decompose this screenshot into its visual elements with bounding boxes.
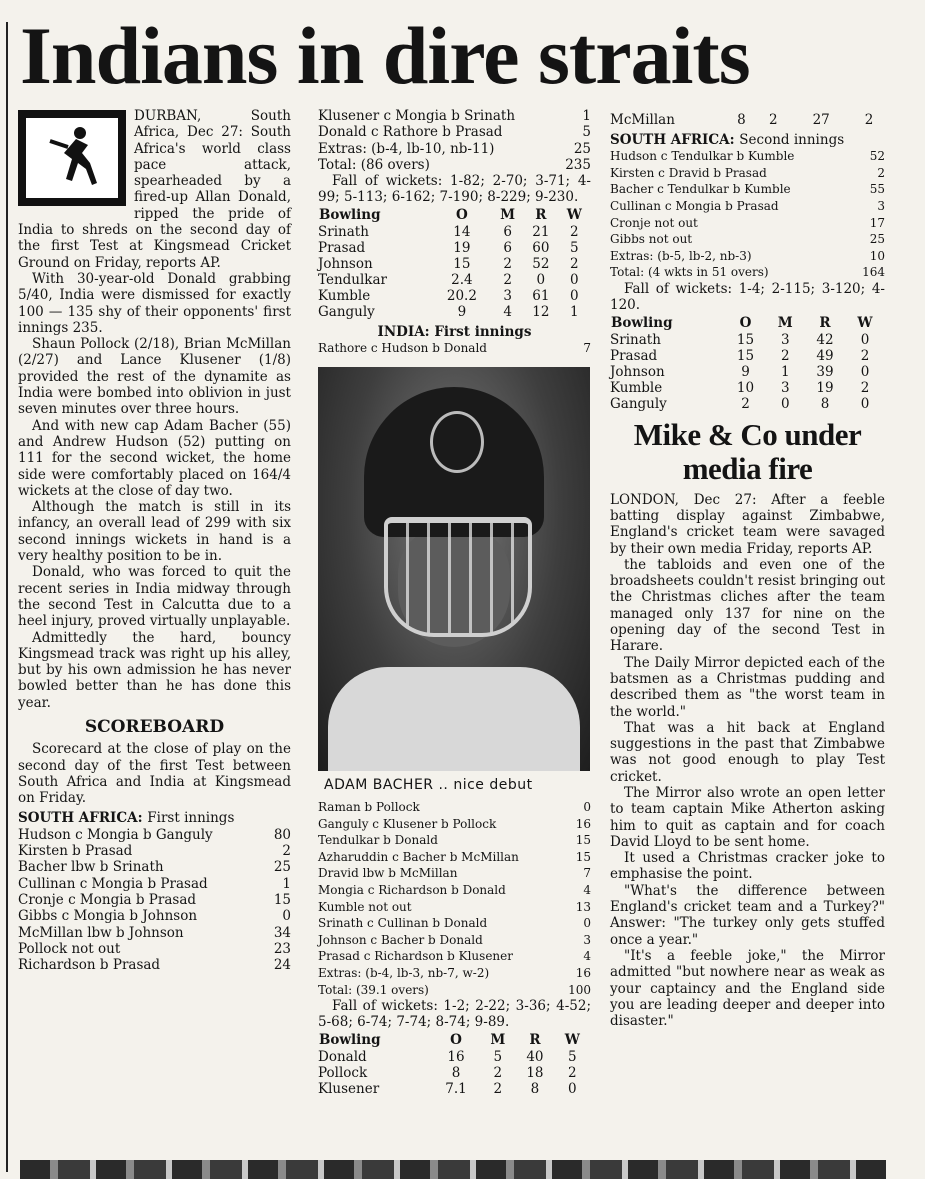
batting-row — [318, 816, 591, 833]
bowling-figure: 5 — [493, 1048, 503, 1065]
bowling-figure: 2 — [780, 347, 790, 364]
runs-value: 235 — [565, 156, 591, 173]
bowling-row — [318, 1049, 591, 1065]
batsman-entry: McMillan lbw b Johnson — [18, 924, 184, 941]
bowling-figure: 0 — [569, 271, 579, 288]
cropped-next-headline — [20, 1160, 886, 1179]
batsman-entry: Kumble not out — [318, 899, 412, 914]
sa-second-bowling-table — [610, 314, 885, 412]
india-first-innings-title: INDIA: First innings — [377, 323, 532, 340]
batting-row — [318, 948, 591, 965]
bowling-figure: 3 — [503, 287, 512, 304]
mike-paragraph: "What's the difference between England's cricket team and a Turkey?" Answer: "The turkey only gets stuffed once a year." — [610, 882, 885, 948]
bowling-row — [318, 240, 591, 256]
batting-row — [318, 108, 591, 124]
mike-paragraph: It used a Christmas cracker joke to emphasise the point. — [610, 850, 885, 883]
bowling-header-cell: O — [456, 206, 468, 223]
bowling-figure: 2 — [741, 395, 750, 412]
batting-row — [318, 124, 591, 140]
batsman-entry: Cronje not out — [610, 215, 698, 230]
bowler-name: Prasad — [318, 239, 366, 256]
batsman-entry: Cullinan c Mongia b Prasad — [610, 199, 779, 214]
bowler-name: Srinath — [610, 331, 661, 348]
mike-paragraph: "It's a feeble joke," the Mirror admitted "but nowhere near as weak as your captaincy and the England side you are leading deeper and deeper into disaster." — [610, 947, 885, 1030]
bowler-name: Ganguly — [318, 303, 375, 320]
bowling-header-cell: W — [857, 314, 873, 331]
runs-value: 3 — [877, 199, 885, 214]
batsman-entry: Gibbs c Mongia b Johnson — [18, 908, 198, 925]
batting-row — [318, 965, 591, 982]
bowling-header-cell: M — [777, 314, 793, 331]
runs-value: 1 — [582, 108, 591, 124]
batsman-entry: Cronje c Mongia b Prasad — [18, 891, 197, 908]
batsman-entry: Gibbs not out — [610, 232, 693, 247]
bowling-figure: 0 — [860, 331, 870, 348]
mike-paragraph: The Mirror also wrote an open letter to team captain Mike Atherton asking him to quit as captain and for coach David Lloyd to be sent home. — [610, 784, 885, 850]
bowling-figure: 6 — [503, 239, 512, 256]
batting-row — [610, 215, 885, 232]
bowling-figure: 21 — [532, 223, 550, 240]
bowling-figure: 20.2 — [446, 287, 477, 304]
batsman-entry: Azharuddin c Bacher b McMillan — [318, 849, 519, 864]
bowling-figure: 2.4 — [451, 271, 473, 288]
mike-paragraph: That was a hit back at England suggestions in the past that Zimbabwe was not good enough to play Test cricket. — [610, 719, 885, 785]
bowling-row — [318, 288, 591, 304]
runs-value: 24 — [273, 957, 291, 974]
batting-row — [18, 892, 291, 908]
runs-value: 7 — [583, 866, 591, 881]
bowling-figure: 2 — [860, 347, 870, 364]
bowling-figure: 0 — [569, 287, 579, 304]
bowling-header-cell: Bowling — [319, 1031, 381, 1048]
runs-value: 0 — [583, 916, 591, 931]
bowler-name: Johnson — [610, 363, 665, 380]
batsman-entry: Srinath c Cullinan b Donald — [318, 916, 488, 931]
batsman-entry: Total: (86 overs) — [318, 156, 430, 173]
photo-caption: ADAM BACHER .. nice debut — [324, 776, 533, 793]
sa-first-bowling-table — [318, 206, 591, 320]
bowling-row — [318, 272, 591, 288]
bowling-figure: 49 — [816, 347, 834, 364]
runs-value: 4 — [583, 882, 591, 897]
bowler-name: Kumble — [318, 287, 371, 304]
batsman-entry: Ganguly c Klusener b Pollock — [318, 816, 497, 831]
bowling-figure: 9 — [741, 363, 750, 380]
bowler-name: Tendulkar — [318, 271, 387, 288]
batsman-entry: Raman b Pollock — [318, 799, 420, 814]
bowling-figure: 2 — [493, 1064, 503, 1081]
batsman-entry: Tendulkar b Donald — [318, 833, 438, 848]
batting-row — [318, 899, 591, 916]
batting-row — [318, 915, 591, 932]
batting-row — [610, 248, 885, 265]
bowling-row — [610, 112, 885, 128]
batsman-entry: Total: (4 wkts in 51 overs) — [610, 265, 769, 280]
bowler-name: Johnson — [318, 255, 373, 272]
bowling-row — [318, 1081, 591, 1097]
batting-row — [610, 198, 885, 215]
batting-row — [318, 799, 591, 816]
batting-row — [610, 231, 885, 248]
bowling-figure: 0 — [780, 395, 790, 412]
batsman-entry: Prasad c Richardson b Klusener — [318, 949, 513, 964]
batsman-entry: Bacher lbw b Srinath — [18, 859, 164, 876]
bowling-figure: 19 — [453, 239, 471, 256]
batting-row — [318, 832, 591, 849]
bowler-name: Pollock — [318, 1064, 368, 1081]
runs-value: 80 — [273, 826, 291, 843]
bowling-figure: 2 — [864, 112, 874, 128]
india-first-batting-cont — [318, 799, 591, 998]
bowling-header-cell: R — [819, 314, 831, 331]
bowling-figure: 5 — [568, 1048, 577, 1065]
bowler-name: McMillan — [610, 112, 675, 128]
runs-value: 5 — [582, 124, 591, 141]
bowling-figure: 8 — [820, 395, 830, 412]
runs-value: 2 — [877, 165, 885, 180]
bowling-header-cell: M — [490, 1031, 506, 1048]
bowling-figure: 15 — [736, 331, 755, 348]
runs-value: 15 — [575, 849, 591, 864]
bowling-header-cell: O — [450, 1031, 462, 1048]
sa-first-batting-cont — [318, 108, 591, 173]
bowling-figure: 2 — [569, 255, 579, 272]
batsman-entry: Cullinan c Mongia b Prasad — [18, 875, 208, 892]
batting-row — [18, 957, 291, 973]
mike-paragraph: LONDON, Dec 27: After a feeble batting display against Zimbabwe, England's cricket team were savaged by their own media Friday, reports AP. — [610, 491, 885, 557]
bowling-figure: 0 — [568, 1080, 577, 1097]
batting-row — [610, 148, 885, 165]
runs-value: 0 — [282, 908, 291, 925]
column-rule — [6, 22, 8, 1172]
bowling-figure: 2 — [569, 223, 579, 240]
runs-value: 2 — [282, 843, 291, 860]
bowling-figure: 1 — [569, 303, 579, 320]
runs-value: 4 — [583, 949, 591, 964]
runs-value: 100 — [568, 982, 591, 997]
batting-row — [318, 141, 591, 157]
batting-row — [18, 827, 291, 843]
runs-value: 1 — [282, 875, 291, 892]
story-paragraph: Admittedly the hard, bouncy Kingsmead track was right up his alley, but by his own admission he has never bowled better than he has done this year. — [18, 629, 291, 711]
scoreboard-title: SCOREBOARD — [84, 716, 225, 737]
mike-story-body — [610, 492, 885, 1030]
bowling-header-cell: M — [500, 206, 516, 223]
runs-value: 3 — [583, 932, 591, 947]
runs-value: 55 — [869, 182, 885, 197]
batting-row — [18, 859, 291, 875]
bowling-figure: 19 — [816, 379, 834, 396]
bowling-figure: 12 — [532, 303, 550, 320]
batting-row — [318, 882, 591, 899]
runs-value: 25 — [869, 232, 885, 247]
batsman-entry: Donald c Rathore b Prasad — [318, 124, 503, 141]
bowling-figure: 16 — [447, 1048, 465, 1065]
column-3 — [610, 112, 885, 1029]
bowling-figure: 7.1 — [445, 1080, 467, 1097]
adam-bacher-photo — [318, 367, 590, 771]
batsman-entry: Total: (39.1 overs) — [318, 982, 429, 997]
runs-value: 16 — [575, 965, 591, 980]
bowling-figure: 5 — [569, 239, 579, 256]
bowling-figure: 2 — [568, 1064, 577, 1081]
headline: Indians in dire straits — [20, 10, 750, 101]
runs-value: 25 — [273, 859, 291, 876]
bowling-row — [318, 1065, 591, 1081]
bowling-figure: 18 — [526, 1064, 544, 1081]
mike-paragraph: The Daily Mirror depicted each of the batsmen as a Christmas pudding and described them as "the worst team in the world." — [610, 654, 885, 720]
story-paragraph: DURBAN, South Africa, Dec 27: South Africa's world class pace attack, spearheaded by a fired-up Allan Donald, ripped the pride of India to shreds on the second day of the first Test at Kingsmead Cricket Ground on Friday, reports AP. — [18, 108, 291, 271]
batsman-entry: Hudson c Mongia b Ganguly — [18, 826, 213, 843]
sa-first-batting — [18, 827, 291, 974]
batsman-entry: Hudson c Tendulkar b Kumble — [610, 149, 795, 164]
india-first-bowling-table — [318, 1031, 591, 1097]
batsman-entry: Kirsten b Prasad — [18, 843, 133, 860]
bowling-figure: 15 — [736, 347, 755, 364]
batting-row — [318, 340, 591, 357]
sa-first-fall-of-wickets: Fall of wickets: 1-82; 2-70; 3-71; 4-99; 5-113; 6-162; 7-190; 8-229; 9-230. — [318, 173, 591, 206]
bowler-name: Prasad — [610, 347, 658, 364]
batting-row — [318, 849, 591, 866]
bowler-name: Donald — [318, 1048, 367, 1065]
bowling-figure: 40 — [526, 1048, 544, 1065]
sa-second-batting — [610, 148, 885, 281]
bowling-header-cell: R — [529, 1031, 541, 1048]
batsman-entry: Extras: (b-5, lb-2, nb-3) — [610, 248, 752, 263]
india-first-batting — [318, 340, 591, 357]
batting-row — [610, 181, 885, 198]
batting-row — [318, 932, 591, 949]
bowling-figure: 8 — [451, 1064, 461, 1081]
bowling-header-cell: O — [739, 314, 752, 331]
bowling-figure: 2 — [503, 271, 512, 288]
batting-row — [610, 165, 885, 182]
runs-value: 13 — [575, 899, 591, 914]
story-paragraph: Donald, who was forced to quit the recent series in India midway through the second Test in Calcutta due to a heel injury, proved virtually unplayable. — [18, 564, 291, 630]
india-first-fall-of-wickets: Fall of wickets: 1-2; 2-22; 3-36; 4-52; 5-68; 6-74; 7-74; 8-74; 9-89. — [318, 998, 591, 1031]
bowling-figure: 2 — [860, 379, 870, 396]
column-2 — [318, 108, 591, 1097]
story-paragraph: Although the match is still in its infancy, an overall lead of 299 with six second innings wickets in hand is a very healthy position to be in. — [18, 499, 291, 565]
bowling-figure: 42 — [816, 331, 834, 348]
runs-value: 15 — [575, 833, 591, 848]
bowling-figure: 3 — [780, 379, 790, 396]
bowler-name: Kumble — [610, 379, 663, 396]
batsman-entry: Rathore c Hudson b Donald — [318, 341, 487, 356]
runs-value: 52 — [869, 149, 885, 164]
bowler-name: Srinath — [318, 223, 369, 240]
bowling-header-cell: Bowling — [611, 314, 673, 331]
bowling-header-cell: Bowling — [319, 206, 381, 223]
batting-row — [610, 264, 885, 281]
column-1 — [18, 108, 291, 973]
bowling-figure: 8 — [737, 112, 746, 128]
bowling-figure: 60 — [532, 239, 550, 256]
bowling-figure: 2 — [503, 255, 512, 272]
bowling-figure: 3 — [780, 331, 790, 348]
runs-value: 34 — [273, 924, 291, 941]
bowling-figure: 0 — [860, 395, 870, 412]
bowling-header-cell: W — [564, 1031, 580, 1048]
bowling-figure: 9 — [457, 303, 467, 320]
batsman-entry: Pollock not out — [18, 940, 121, 957]
runs-value: 16 — [575, 816, 591, 831]
batting-row — [18, 843, 291, 859]
bowling-figure: 52 — [532, 255, 550, 272]
batsman-entry: Johnson c Bacher b Donald — [318, 932, 483, 947]
batsman-entry: Dravid lbw b McMillan — [318, 866, 458, 881]
runs-value: 25 — [573, 140, 591, 157]
bowling-row — [610, 380, 885, 396]
batting-row — [18, 941, 291, 957]
runs-value: 164 — [862, 265, 885, 280]
runs-value: 0 — [583, 799, 591, 814]
runs-value: 7 — [583, 341, 591, 356]
bowling-figure: 14 — [453, 223, 471, 240]
batsman-entry: Klusener c Mongia b Srinath — [318, 108, 516, 124]
batsman-entry: Extras: (b-4, lb-10, nb-11) — [318, 140, 495, 157]
bowling-figure: 2 — [769, 112, 778, 128]
bowling-figure: 1 — [780, 363, 790, 380]
bowler-name: Klusener — [318, 1080, 380, 1097]
bowling-header-cell: W — [566, 206, 582, 223]
runs-value: 15 — [273, 891, 291, 908]
bowling-header-cell: R — [535, 206, 547, 223]
bowling-figure: 39 — [816, 363, 834, 380]
story-paragraph: With 30-year-old Donald grabbing 5/40, India were dismissed for exactly 100 — 135 shy of their opponents' first innings 235. — [18, 270, 291, 336]
batting-row — [318, 865, 591, 882]
bowling-row — [610, 348, 885, 364]
sa-second-innings-title: SOUTH AFRICA: Second innings — [610, 132, 845, 148]
bowling-carry-over — [610, 112, 885, 128]
bowling-figure: 8 — [530, 1080, 540, 1097]
bowling-figure: 0 — [860, 363, 870, 380]
bowling-row — [610, 332, 885, 348]
bowling-figure: 10 — [736, 379, 755, 396]
bowling-row — [610, 396, 885, 412]
batsman-entry: Kirsten c Dravid b Prasad — [610, 165, 767, 180]
batting-row — [18, 925, 291, 941]
batting-row — [318, 982, 591, 999]
batting-row — [318, 157, 591, 173]
story-paragraph: Shaun Pollock (2/18), Brian McMillan (2/27) and Lance Klusener (1/8) provided the rest of the dynamite as India were bombed into oblivion in just seven minutes over three hours. — [18, 336, 291, 418]
sa-first-innings-title: SOUTH AFRICA: First innings — [18, 810, 235, 827]
bowling-figure: 6 — [503, 223, 512, 240]
story-paragraph: And with new cap Adam Bacher (55) and Andrew Hudson (52) putting on 111 for the second wicket, the home side were comfortably placed on 164/4 wickets at the close of day two. — [18, 417, 291, 499]
runs-value: 17 — [869, 215, 885, 230]
scoreboard-intro: Scorecard at the close of play on the second day of the first Test between South Africa and India at Kingsmead on Friday. — [18, 741, 291, 807]
bowling-row — [610, 364, 885, 380]
sa-second-fall-of-wickets: Fall of wickets: 1-4; 2-115; 3-120; 4-120. — [610, 281, 885, 314]
bowling-row — [318, 224, 591, 240]
mike-paragraph: the tabloids and even one of the broadsheets couldn't resist bringing out the Christmas cliches after the team managed only 137 for nine on the opening day of the second Test in Harare. — [610, 556, 885, 655]
bowling-figure: 61 — [532, 287, 550, 304]
bowling-row — [318, 304, 591, 320]
mike-headline: Mike & Co under media fire — [633, 416, 862, 486]
batsman-entry: Extras: (b-4, lb-3, nb-7, w-2) — [318, 965, 490, 980]
batsman-entry: Richardson b Prasad — [18, 957, 161, 974]
batting-row — [18, 908, 291, 924]
bowling-figure: 27 — [812, 112, 830, 128]
runs-value: 23 — [273, 940, 291, 957]
bowling-figure: 2 — [493, 1080, 503, 1097]
bowling-figure: 15 — [453, 255, 471, 272]
bowling-figure: 4 — [503, 303, 512, 320]
bowling-figure: 0 — [536, 271, 546, 288]
batting-row — [18, 876, 291, 892]
bowling-row — [318, 256, 591, 272]
runs-value: 10 — [869, 248, 885, 263]
cricket-logo-icon — [18, 110, 126, 206]
batsman-entry: Bacher c Tendulkar b Kumble — [610, 182, 791, 197]
batsman-entry: Mongia c Richardson b Donald — [318, 882, 506, 897]
bowler-name: Ganguly — [610, 395, 667, 412]
